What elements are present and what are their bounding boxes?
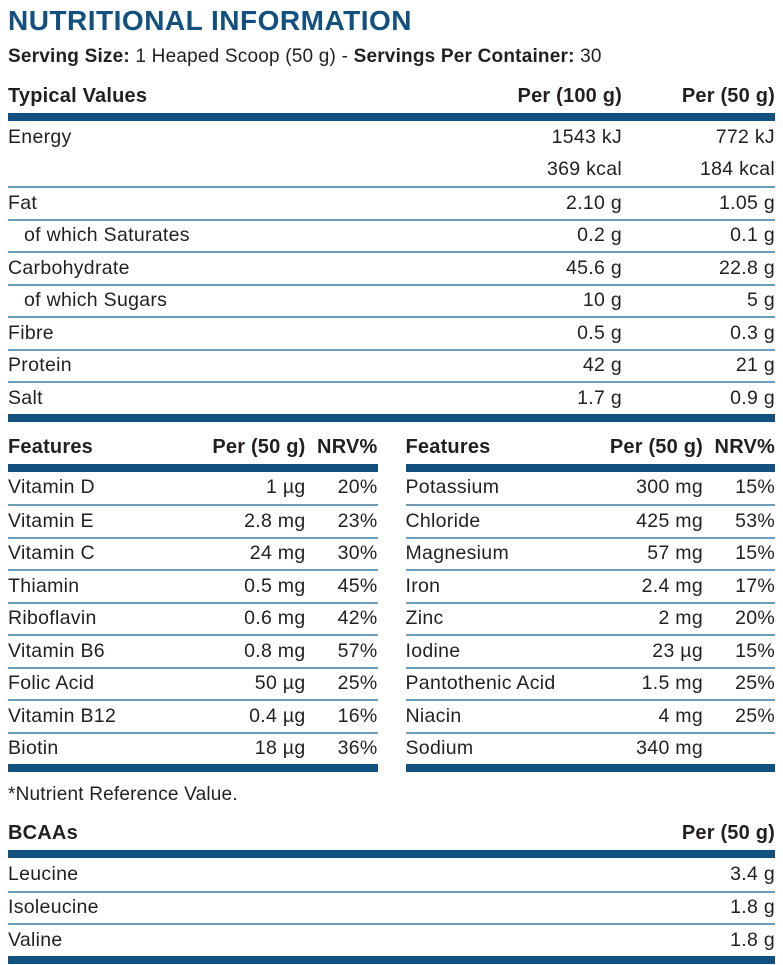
row-value-nrv: 45% <box>337 574 378 597</box>
row-value-per100: 369 kcal <box>546 158 622 181</box>
column-header-typical-values: Typical Values <box>8 85 148 107</box>
row-value-per50: 4 mg <box>658 704 703 727</box>
table-row <box>8 219 775 252</box>
table-row <box>8 381 775 414</box>
row-value-per50: 0.4 µg <box>249 704 306 727</box>
row-value-nrv: 57% <box>337 639 378 662</box>
table-row <box>8 316 775 349</box>
row-value-nrv: 53% <box>735 509 775 532</box>
row-label: Iron <box>405 574 441 597</box>
row-label: Isoleucine <box>8 896 99 919</box>
row-value-per100: 2.10 g <box>565 191 622 214</box>
bcaas-rows <box>8 858 775 956</box>
table-row <box>406 472 776 505</box>
divider-bar <box>8 464 378 472</box>
row-value-per50: 57 mg <box>647 542 703 565</box>
table-row <box>406 569 776 602</box>
row-value-nrv: 15% <box>735 542 775 565</box>
row-value-per100: 0.5 g <box>577 321 622 344</box>
row-value-per50: 340 mg <box>636 737 703 760</box>
row-label: Protein <box>8 354 72 377</box>
table-row <box>8 569 378 602</box>
table-row <box>8 472 378 505</box>
row-label: Folic Acid <box>8 672 95 695</box>
row-value-per50: 23 µg <box>652 639 703 662</box>
row-label: Vitamin B6 <box>8 639 105 662</box>
table-row <box>8 667 378 700</box>
row-value-nrv: 23% <box>337 509 378 532</box>
serving-separator: - <box>341 46 349 67</box>
bcaas-header <box>8 822 775 850</box>
divider-bar <box>8 956 775 964</box>
table-row <box>8 634 378 667</box>
row-label: Vitamin D <box>8 476 95 499</box>
table-row <box>8 537 378 570</box>
row-value-per50: 0.6 mg <box>244 607 306 630</box>
row-value-per50: 2 mg <box>658 607 703 630</box>
column-header-per-50g: Per (50 g) <box>609 435 703 458</box>
column-header-nrv: NRV% <box>317 435 378 458</box>
row-label: Valine <box>8 928 63 951</box>
table-row <box>406 699 776 732</box>
column-header-per-100g: Per (100 g) <box>517 85 622 107</box>
typical-values-header <box>8 85 775 113</box>
row-label: Chloride <box>405 509 481 532</box>
row-label: Carbohydrate <box>8 256 130 279</box>
row-value-per50: 772 kJ <box>715 125 775 148</box>
serving-size-label: Serving Size: <box>8 46 130 67</box>
divider-bar <box>8 764 378 772</box>
servings-per-container-value: 30 <box>580 46 602 67</box>
serving-size-value: 1 Heaped Scoop (50 g) <box>135 46 337 67</box>
row-value-per50: 0.9 g <box>730 386 775 409</box>
row-value-per50: 1.8 g <box>730 896 775 919</box>
row-value-per50: 425 mg <box>636 509 703 532</box>
column-header-bcaas: BCAAs <box>8 822 78 844</box>
table-row <box>406 504 776 537</box>
row-value-per50: 0.8 mg <box>244 639 306 662</box>
row-value-nrv: 15% <box>735 639 775 662</box>
row-value-nrv: 25% <box>337 672 378 695</box>
divider-bar <box>8 850 775 858</box>
row-label: of which Saturates <box>24 224 190 247</box>
table-row <box>8 891 775 924</box>
table-row <box>8 284 775 317</box>
row-label: of which Sugars <box>24 289 168 312</box>
serving-size-line <box>8 46 775 68</box>
row-value-per50: 21 g <box>735 354 775 377</box>
row-label: Thiamin <box>8 574 80 597</box>
row-value-nrv: 20% <box>337 476 378 499</box>
table-row <box>8 121 775 154</box>
row-label: Zinc <box>405 607 444 630</box>
row-value-per50: 1.5 mg <box>641 672 703 695</box>
table-row <box>8 923 775 956</box>
table-row <box>406 667 776 700</box>
row-value-nrv: 42% <box>337 607 378 630</box>
row-value-per100: 1543 kJ <box>551 125 622 148</box>
row-value-per50: 1.05 g <box>718 191 775 214</box>
table-row <box>8 504 378 537</box>
features-left-header <box>8 436 378 464</box>
divider-bar <box>406 464 776 472</box>
table-row <box>8 858 775 891</box>
row-label: Niacin <box>405 704 462 727</box>
row-value-per100: 0.2 g <box>577 224 622 247</box>
row-label: Pantothenic Acid <box>405 672 556 695</box>
row-value-per50: 24 mg <box>249 542 306 565</box>
row-value-per100: 10 g <box>582 289 622 312</box>
row-value-per50: 300 mg <box>636 476 703 499</box>
column-header-features: Features <box>8 435 93 458</box>
row-value-per50: 2.8 mg <box>244 509 306 532</box>
row-value-nrv: 30% <box>337 542 378 565</box>
nrv-footnote: *Nutrient Reference Value. <box>8 784 238 805</box>
row-value-per50: 184 kcal <box>699 158 775 181</box>
row-value-per50: 0.1 g <box>730 224 775 247</box>
divider-bar <box>406 764 776 772</box>
column-header-features: Features <box>405 435 491 458</box>
row-value-per50: 50 µg <box>254 672 306 695</box>
row-value-per50: 0.5 mg <box>244 574 306 597</box>
servings-per-container-label: Servings Per Container: <box>353 46 575 67</box>
row-label: Potassium <box>405 476 500 499</box>
row-label: Sodium <box>405 737 474 760</box>
row-value-per50: 22.8 g <box>718 256 775 279</box>
row-label: Salt <box>8 386 43 409</box>
row-value-nrv: 25% <box>735 672 775 695</box>
features-table-right <box>406 436 776 773</box>
table-row <box>8 154 775 187</box>
row-label: Biotin <box>8 737 59 760</box>
table-row <box>406 732 776 765</box>
table-row <box>8 349 775 382</box>
divider-bar <box>8 414 775 422</box>
row-value-per50: 5 g <box>746 289 775 312</box>
row-value-nrv: 17% <box>735 574 775 597</box>
column-header-per-50g: Per (50 g) <box>212 435 306 458</box>
table-row <box>8 602 378 635</box>
column-header-per-50g: Per (50 g) <box>681 822 775 844</box>
features-section <box>8 436 775 773</box>
table-row <box>406 602 776 635</box>
row-value-nrv: 20% <box>735 607 775 630</box>
row-value-nrv: 36% <box>337 737 378 760</box>
typical-values-rows <box>8 121 775 414</box>
row-value-per50: 2.4 mg <box>641 574 703 597</box>
row-value-per50: 18 µg <box>254 737 306 760</box>
table-row <box>406 537 776 570</box>
table-row <box>8 732 378 765</box>
row-value-per100: 45.6 g <box>565 256 622 279</box>
column-header-per-50g: Per (50 g) <box>681 85 775 107</box>
table-row <box>8 186 775 219</box>
row-label: Magnesium <box>405 542 509 565</box>
row-label: Vitamin C <box>8 542 95 565</box>
row-value-per50: 0.3 g <box>730 321 775 344</box>
row-value-nrv: 15% <box>735 476 775 499</box>
features-right-header <box>406 436 776 464</box>
table-row <box>406 634 776 667</box>
bcaas-table <box>8 822 775 964</box>
typical-values-table <box>8 85 775 422</box>
row-label: Vitamin B12 <box>8 704 117 727</box>
row-label: Vitamin E <box>8 509 94 532</box>
table-row <box>8 699 378 732</box>
divider-bar <box>8 113 775 121</box>
features-table-left <box>8 436 378 773</box>
row-label: Energy <box>8 125 72 148</box>
row-label: Fibre <box>8 321 54 344</box>
row-value-nrv: 16% <box>337 704 378 727</box>
row-label: Riboflavin <box>8 607 97 630</box>
row-value-per100: 1.7 g <box>577 386 622 409</box>
row-value-per100: 42 g <box>582 354 622 377</box>
features-left-rows <box>8 472 378 765</box>
row-value-per50: 3.4 g <box>730 862 775 885</box>
table-row <box>8 251 775 284</box>
row-value-nrv: 25% <box>735 704 775 727</box>
row-value-per50: 1 µg <box>265 476 306 499</box>
column-header-nrv: NRV% <box>714 435 775 458</box>
row-value-per50: 1.8 g <box>730 928 775 951</box>
row-label: Leucine <box>8 862 79 885</box>
row-label: Fat <box>8 191 38 214</box>
row-label: Iodine <box>405 639 461 662</box>
page-title: NUTRITIONAL INFORMATION <box>8 5 412 36</box>
features-right-rows <box>406 472 776 765</box>
